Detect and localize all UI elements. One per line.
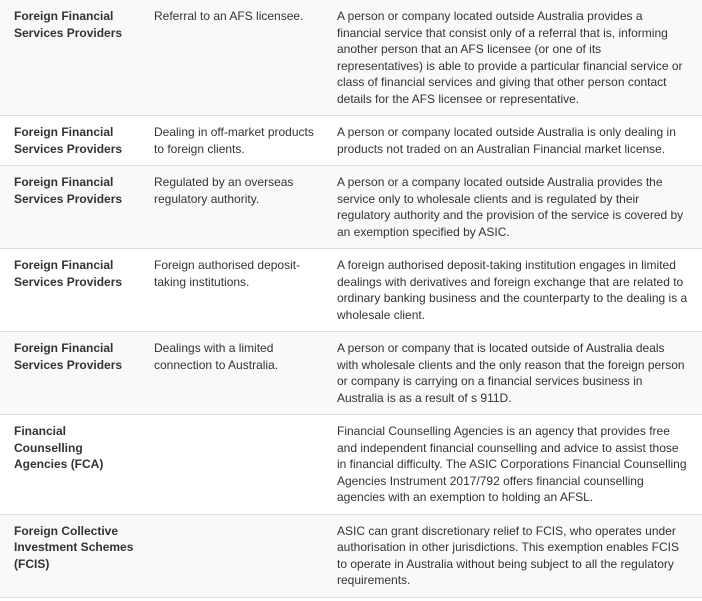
table-row <box>0 0 702 116</box>
table-row <box>0 116 702 166</box>
exemption-cell: Dealings with a limited connection to Australia. <box>154 341 279 372</box>
description-cell: Financial Counselling Agencies is an agency that provides free and independent financial counselling and advice to assist those in financial difficulty. The ASIC Corporations Financial Counselling Agencies Instrument 2017/792 offers financial counselling agencies with an exemption to holding an AFSL. <box>337 424 687 504</box>
table-row <box>0 166 702 249</box>
table-row <box>0 249 702 332</box>
category-cell: Foreign Financial Services Providers <box>14 125 123 156</box>
exemption-cell: Foreign authorised deposit-taking institutions. <box>154 258 301 289</box>
description-cell: A person or company located outside Australia provides a financial service that consist only of a referral that is, informing another person that an AFS licensee (or one of its representatives) is able to provide a particular financial service or class of financial services and giving that other person contact details for the AFS licensee or representative. <box>337 9 683 106</box>
exemption-cell: Referral to an AFS licensee. <box>154 9 304 23</box>
category-cell: Foreign Financial Services Providers <box>14 341 123 372</box>
category-cell: Foreign Financial Services Providers <box>14 9 123 40</box>
description-cell: A person or company located outside Australia is only dealing in products not traded on an Australian Financial market license. <box>337 125 676 156</box>
description-cell: A foreign authorised deposit-taking institution engages in limited dealings with derivatives and foreign exchange that are related to ordinary banking business and the counterparty to the dealing is a wholesale client. <box>337 258 688 322</box>
exemption-cell <box>140 415 325 515</box>
category-cell: Financial Counselling Agencies (FCA) <box>14 424 104 471</box>
exemption-cell: Dealing in off-market products to foreign clients. <box>154 125 314 156</box>
category-cell: Foreign Financial Services Providers <box>14 175 123 206</box>
table-row <box>0 332 702 415</box>
description-cell: A person or company that is located outside of Australia deals with wholesale clients and the only reason that the foreign person or company is carrying on a financial services business in Australia is as a result of s 911D. <box>337 341 685 405</box>
description-cell: A person or a company located outside Australia provides the service only to wholesale clients and is regulated by their regulatory authority and the provision of the service is covered by an exemption specified by ASIC. <box>337 175 684 239</box>
exemption-cell: Regulated by an overseas regulatory authority. <box>154 175 294 206</box>
category-cell: Foreign Financial Services Providers <box>14 258 123 289</box>
category-cell: Foreign Collective Investment Schemes (FCIS) <box>14 523 134 571</box>
table-row <box>0 514 702 597</box>
exemption-cell <box>140 514 325 597</box>
table-row <box>0 415 702 515</box>
description-cell: ASIC can grant discretionary relief to FCIS, who operates under authorisation in other jurisdictions. This exemption enables FCIS to operate in Australia without being subject to all the regulatory requirements. <box>337 523 679 587</box>
